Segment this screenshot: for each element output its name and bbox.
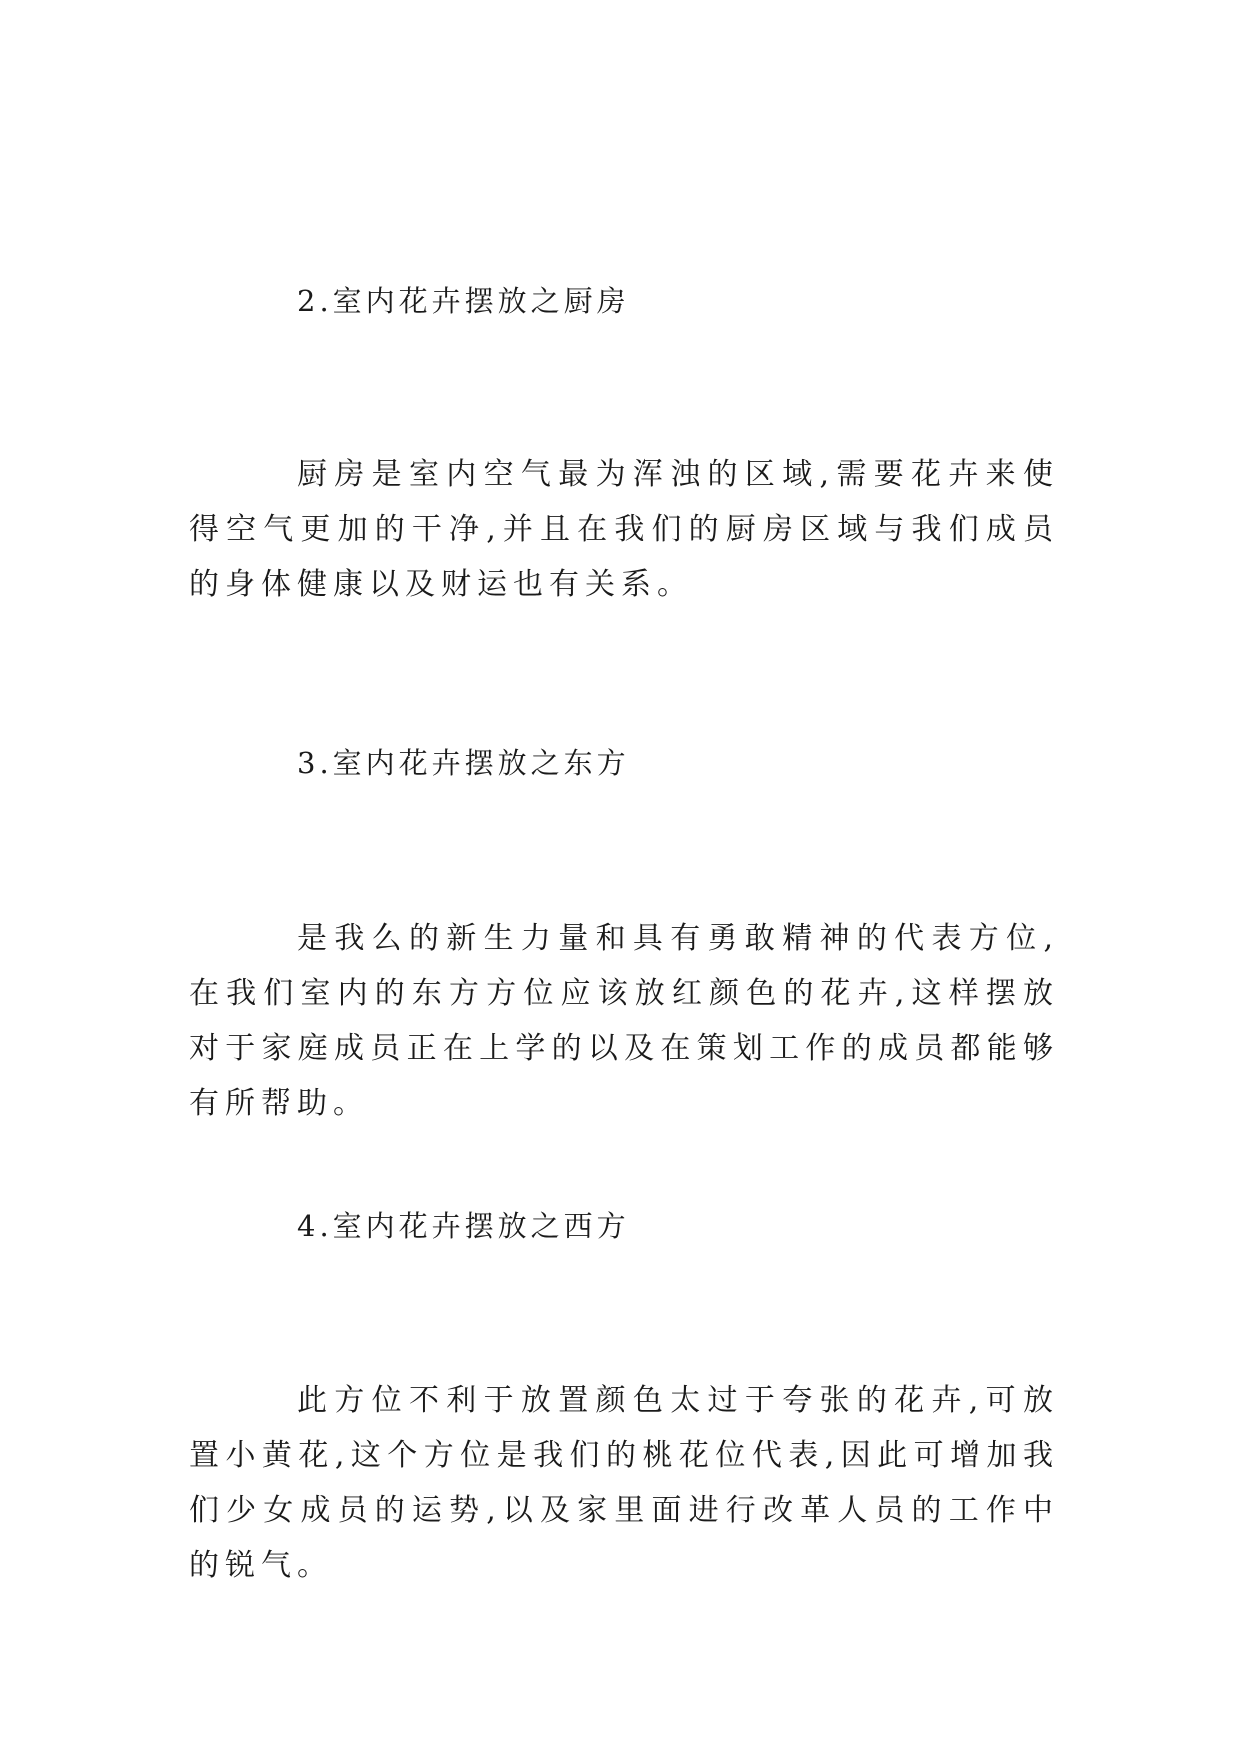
section-heading-east: 3.室内花卉摆放之东方 (297, 746, 630, 780)
section-body-west: 此方位不利于放置颜色太过于夸张的花卉,可放置小黄花,这个方位是我们的桃花位代表,因此可增加我们少女成员的运势,以及家里面进行改革人员的工作中的锐气。 (189, 1383, 1059, 1583)
section-heading-kitchen: 2.室内花卉摆放之厨房 (297, 284, 630, 318)
section-body-east: 是我么的新生力量和具有勇敢精神的代表方位,在我们室内的东方方位应该放红颜色的花卉,这样摆放对于家庭成员正在上学的以及在策划工作的成员都能够有所帮助。 (189, 921, 1059, 1121)
section-body-kitchen: 厨房是室内空气最为浑浊的区域,需要花卉来使得空气更加的干净,并且在我们的厨房区域与我们成员的身体健康以及财运也有关系。 (189, 457, 1059, 602)
section-heading-west: 4.室内花卉摆放之西方 (297, 1209, 630, 1243)
